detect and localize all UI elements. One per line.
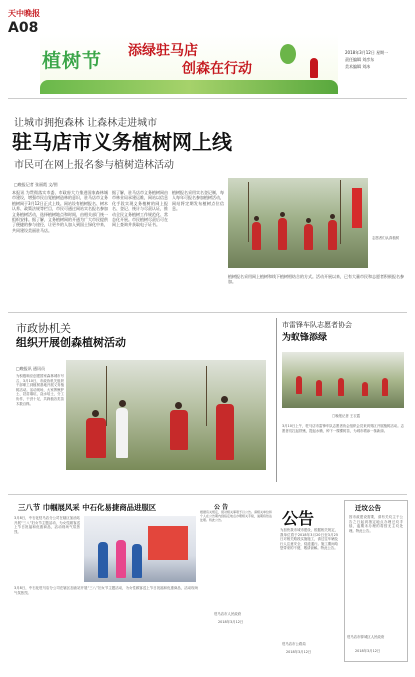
story4-title: 三八节 巾帼展风采 中石化易捷商品进服区	[18, 503, 157, 512]
story3-photo	[282, 352, 404, 408]
lead-subhead: 市民可在网上报名参与植树造林活动	[14, 160, 174, 171]
photo-person-head	[306, 218, 311, 223]
photo-tree	[248, 182, 249, 242]
lead-byline: □晚报记者 张丽霞 文/图	[14, 182, 58, 187]
masthead-rule	[8, 98, 407, 99]
photo-person	[296, 376, 302, 394]
move-notice-org: 驻马店市驿城区人民政府	[347, 635, 385, 639]
photo-person-head	[92, 410, 99, 417]
story4-body: 3月8日，中石化驻马店分公司在辖区加油站开展“三八”妇女节主题活动，为女性顾客送上节日祝福和优惠商品，活动现场气氛热烈。	[14, 516, 80, 534]
photo-booth	[148, 526, 188, 560]
photo-person	[304, 224, 313, 250]
lead-headline: 驻马店市义务植树网上线	[12, 130, 232, 154]
photo-person	[328, 220, 337, 250]
story3-title-2: 为蚁锋添绿	[282, 333, 328, 343]
banner	[40, 34, 338, 94]
story2-title-2: 组织开展创森植树活动	[16, 336, 126, 349]
move-notice-heading: 迁坟公告	[355, 504, 381, 512]
story3-title-1: 市雷锋车队志愿者协会	[282, 321, 352, 329]
photo-person	[86, 418, 106, 458]
story2-title-1: 市政协机关	[16, 322, 71, 335]
photo-tree	[106, 366, 107, 426]
move-notice-body: 因市政建设需要，请有关坟主于公告之日起到指定地点办理迁坟手续，逾期未办理的将按无主坟处理。特此公告。	[349, 515, 403, 533]
page-label: A08	[8, 20, 39, 36]
announcement-org: 驻马店市公路局	[282, 642, 306, 646]
slogan-left: 添绿驻马店	[128, 43, 198, 59]
notice-body: 根据有关规定，现对相关事项予以公告。请相关单位和个人在公告期内到指定地点办理相关手续，逾期将依法处理。特此公告。	[200, 510, 272, 522]
story4-body-continued: 3月8日，中石化驻马店分公司在辖区加油站开展“三八”妇女节主题活动，为女性顾客送上节日祝福和优惠商品，活动现场气氛热烈。	[14, 586, 198, 595]
lead-column-1: 本报讯 为贯彻落实市委、市政府大力推进国家森林城市建设，增强市民自觉植树造林的意识，驻马店市义务植树网于3月12日正式上线。网站设有植树报名、树木认养、政策法规等栏目，市民可通过网站实名报名参加义务植树活动，选择植树地点和时间，由相关部门统一组织安排。据了解，义务植树网的开通为广大市民提供了便捷的参与途径，让更多的人加入到国土绿化中来，共同建设美丽驻马店。	[12, 190, 108, 233]
photo-person	[362, 382, 368, 396]
photo-person-head	[119, 400, 126, 407]
photo-person	[98, 542, 108, 578]
lead-kicker: 让城市拥抱森林 让森林走进城市	[14, 118, 158, 129]
lead-right-column: 植树报名采用网上植树和线下植树相结合的方式。活动开展以来，已有大量市民和志愿者积极报名参加。	[228, 274, 404, 285]
photo-person	[170, 410, 188, 450]
designer-line: 美术编辑 刘冰	[345, 64, 371, 69]
photo-person-head	[330, 214, 335, 219]
story3-byline: □晚报记者 王衣霞	[332, 414, 361, 418]
banner-grass	[40, 80, 338, 94]
photo-tree	[206, 366, 207, 426]
photo-person-head	[254, 216, 259, 221]
story4-photo	[84, 516, 196, 582]
photo-person-head	[221, 396, 228, 403]
move-notice-date: 2018年3月12日	[355, 649, 381, 653]
section-rule	[8, 494, 407, 495]
photo-person	[316, 380, 322, 396]
slogan-right: 创森在行动	[182, 61, 252, 77]
section-rule	[8, 312, 407, 313]
section-logo: 植树节	[42, 50, 103, 72]
photo-flag	[352, 188, 362, 228]
notice-date: 2018年3月12日	[218, 620, 244, 624]
photo-person	[132, 544, 142, 578]
story2-byline: □晚报讯 通讯员	[16, 366, 46, 371]
announcement-heading: 公告	[282, 509, 315, 528]
lead-photo-caption: 志愿者们认真植树	[372, 236, 400, 240]
photo-person-head	[280, 212, 285, 217]
photo-person	[116, 540, 126, 578]
lead-column-3: 植树报名采用实名登记制，每人每年可报名参加植树活动，网站将定期发布植树点位信息。	[172, 190, 224, 212]
story2-photo	[66, 360, 266, 470]
lead-column-2: 据了解，驻马店市义务植树网由市林业局承建运维，网站以信息化手段实现义务植树的网上报名、登记、统计与尽责认证，推动全民义务植树工作规范化、常态化开展。市民植树尽责后可在网上查询并获取电子证书。	[112, 190, 168, 228]
editor-line: 责任编辑 刘彦东	[345, 57, 375, 62]
notice-heading: 公 告	[214, 504, 229, 511]
move-notice-box	[344, 500, 408, 662]
lead-photo	[228, 178, 368, 268]
photo-person	[252, 222, 261, 250]
story3-body: 3月10日上午，驻马店市雷锋车队志愿者协会组织会员来到郊区开展植树活动。志愿者们扛起铁锹，提起水桶，种下一棵棵树苗，为城市增添一抹新绿。	[282, 424, 404, 433]
photo-person	[116, 408, 128, 458]
announcement-body: 为加快我市城市建设，根据相关规定，我单位将于2018年3月20日至3月25日对相关路段实施施工，请过往车辆及行人注意安全，绕道通行。施工期间给您带来的不便，敬请谅解。特此公告。	[280, 528, 338, 551]
photo-person	[278, 218, 287, 250]
photo-person-head	[175, 402, 182, 409]
photo-tree	[340, 180, 341, 244]
date-line: 2018年3月12日 星期一	[345, 50, 389, 55]
photo-person	[216, 404, 234, 460]
photo-person	[338, 378, 344, 396]
notice-org: 驻马店市人民政府	[214, 612, 242, 616]
planting-figure	[310, 58, 318, 78]
story2-body: 为积极响应创建国家森林城市号召，3月10日，市政协机关组织干部职工到植树基地开展义务植树活动。活动现场，大家挥锹铲土、扶苗填坑、浇水培土，分工协作，干劲十足，共栽植各类苗木数百株。	[16, 374, 64, 406]
paper-name: 天中晚报	[8, 9, 40, 18]
photo-person	[382, 378, 388, 396]
announcement-date: 2018年3月12日	[286, 650, 312, 654]
banner-tree	[280, 44, 296, 64]
column-divider	[276, 318, 277, 482]
